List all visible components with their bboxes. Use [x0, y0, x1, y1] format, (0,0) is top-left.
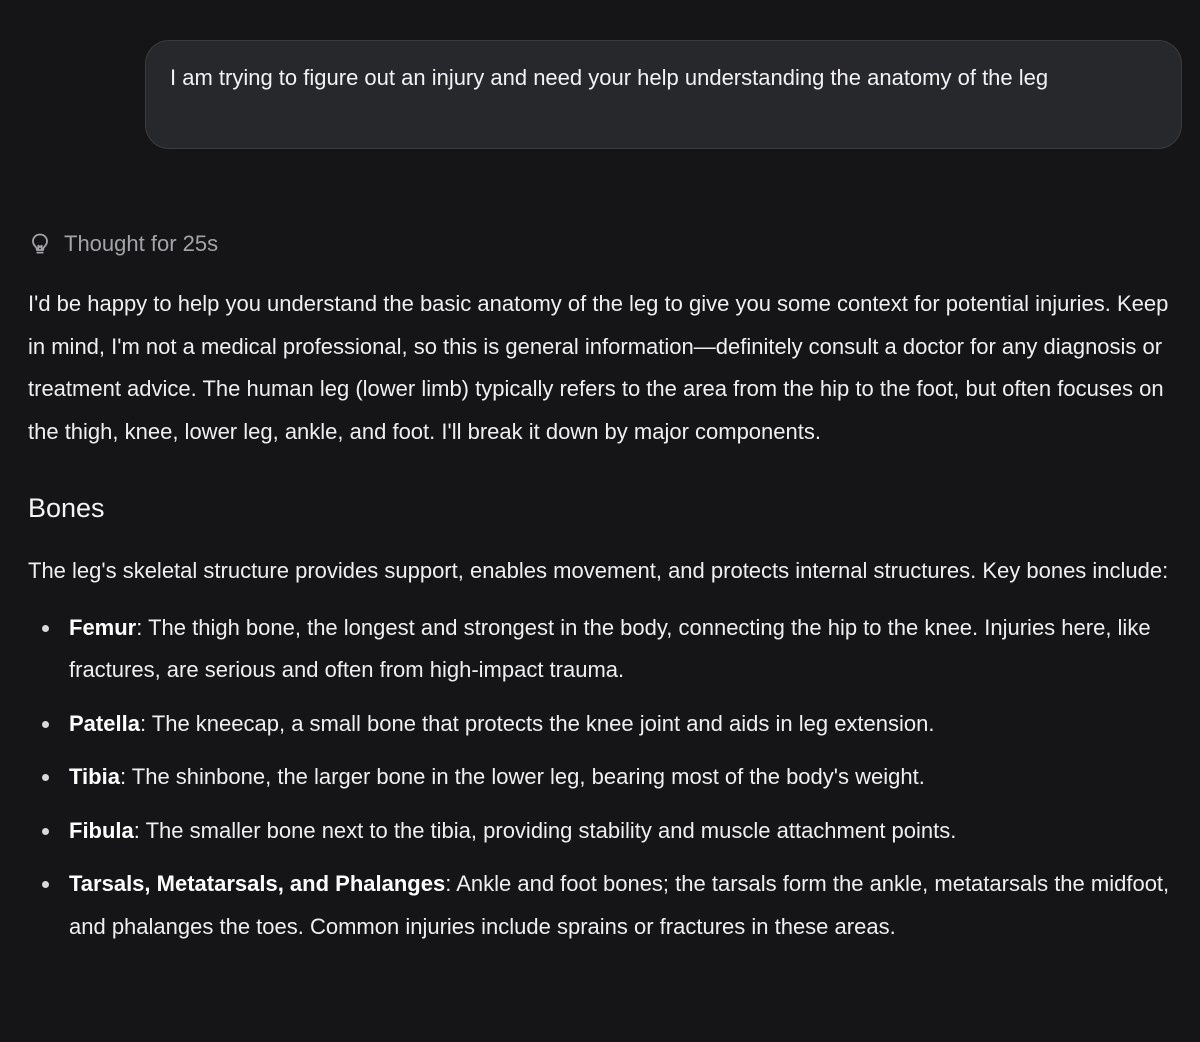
list-item-term: Tibia	[69, 764, 120, 789]
list-item-term: Fibula	[69, 817, 134, 843]
section-heading: Bones	[28, 493, 105, 523]
list-item	[28, 863, 1188, 948]
list-item-term: Patella	[69, 710, 140, 736]
bullet-dot	[42, 881, 49, 888]
list-item	[28, 756, 1188, 799]
bullet-dot	[42, 828, 49, 835]
list-item-term: Femur	[69, 614, 137, 640]
list-item-text: : The thigh bone, the longest and strongest in the body, connecting the hip to the knee. Injuries here, like fractures, are serious and often from high-impact trauma.	[69, 614, 1151, 682]
thought-toggle[interactable]	[28, 226, 218, 262]
user-message-text: I am trying to figure out an injury and need your help understanding the anatomy of the leg	[170, 65, 1049, 90]
list-item	[28, 607, 1188, 692]
list-item-text: : The smaller bone next to the tibia, providing stability and muscle attachment points.	[133, 817, 957, 843]
bullet-dot	[42, 721, 49, 728]
section-description: The leg's skeletal structure provides support, enables movement, and protects internal structures. Key bones include:	[28, 558, 1169, 583]
thought-duration-label: Thought for 25s	[64, 231, 219, 256]
lightbulb-icon	[28, 232, 52, 256]
response-intro-paragraph: I'd be happy to help you understand the basic anatomy of the leg to give you some context for potential injuries. Keep in mind, I'm not a medical professional, so this is general information—definitely consult a doctor for any diagnosis or treatment advice. The human leg (lower limb) typically refers to the area from the hip to the foot, but often focuses on the thigh, knee, lower leg, ankle, and foot. I'll break it down by major components.	[28, 291, 1169, 444]
list-item-term: Tarsals, Metatarsals, and Phalanges	[69, 871, 446, 896]
bones-list	[28, 607, 1188, 949]
list-item-text: : The kneecap, a small bone that protects the knee joint and aids in leg extension.	[139, 710, 935, 736]
list-item	[28, 703, 1188, 746]
list-item-text: : The shinbone, the larger bone in the lower leg, bearing most of the body's weight.	[119, 764, 925, 789]
list-item-text: : Ankle and foot bones; the tarsals form the ankle, metatarsals the midfoot, and phalanges the toes. Common injuries include sprains or fractures in these areas.	[69, 871, 1170, 939]
assistant-response	[28, 283, 1188, 959]
bullet-dot	[42, 625, 49, 632]
user-message-bubble	[145, 40, 1182, 149]
list-item	[28, 810, 1188, 853]
bullet-dot	[42, 774, 49, 781]
